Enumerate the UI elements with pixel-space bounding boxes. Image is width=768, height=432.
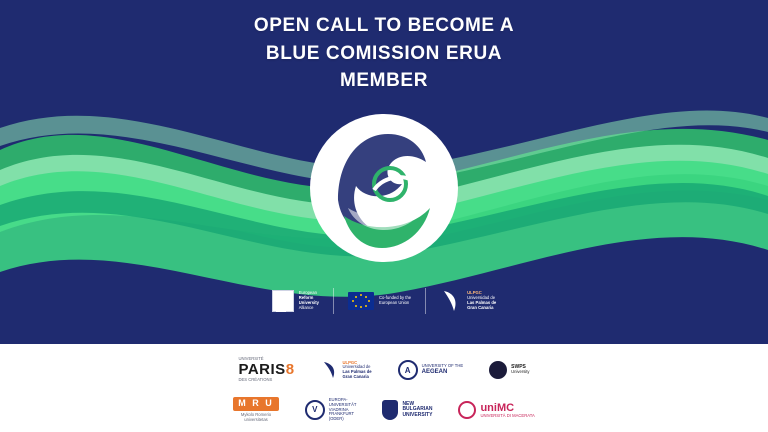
viadrina-line-4: FRANKFURT [328,411,355,417]
swps-mark-icon [489,361,507,379]
university-of-the-aegean-logo [398,360,464,380]
page-title [0,12,768,95]
era-line-1: European [298,290,317,296]
unimc-sub: UNIVERSITÀ DI MACERATA [480,412,535,418]
ulpgc-partner-logo [321,360,372,380]
nbu-shield-icon [382,400,398,420]
new-bulgarian-university-logo [382,400,432,420]
swps-line-2: University [511,369,530,375]
viadrina-line-2: UNIVERSITÄT [328,402,357,408]
ulpgc-mark-icon [321,360,339,380]
divider [425,288,426,314]
nbu-line-2: BULGARIAN [402,406,433,413]
era-line-4: Alliance [298,304,314,310]
aegean-line-2: AEGEAN [421,369,448,375]
ulpgc-p-line-1: ULPGC [342,359,358,365]
paris8-main-text: PARIS [238,360,286,378]
paris8-sub: DES CRÉATIONS [238,377,273,383]
headline-line-1: OPEN CALL TO BECOME A [253,15,515,36]
viadrina-line-1: EUROPA- [328,397,348,403]
aegean-line-1: UNIVERSITY OF THE [421,363,464,369]
blue-commission-emblem [304,108,464,268]
nbu-line-1: NEW [402,400,415,407]
partner-row-2 [0,390,768,430]
eu-line-2: European Union [379,300,410,305]
era-mark-icon [272,290,294,312]
swps-line-1: SWPS [511,363,526,370]
era-line-2: Reform [298,295,314,301]
universite-paris-8-logo [238,357,294,383]
unimc-logo [458,401,534,419]
ulpgc-line-2: Universidad de [467,295,496,301]
unimc-main: uniMC [480,401,515,414]
era-line-3: University [298,300,319,305]
funder-logo-strip [0,288,768,314]
mykolo-romerio-universitetas-logo [233,397,279,422]
mru-line-1: Mykolo Romerio [240,412,272,418]
partner-row-1 [0,350,768,390]
divider [333,288,334,314]
paris8-main [238,362,294,379]
ulpgc-logo [440,289,496,313]
mru-line-2: universitetas [244,416,268,422]
ulpgc-p-line-4: Gran Canaria [342,373,369,379]
ulpgc-mark-icon [440,289,462,313]
eu-cofunded-logo [348,292,411,310]
ulpgc-line-4: Gran Canaria [467,304,494,310]
paris8-accent: 8 [285,360,295,378]
swps-university-logo [489,361,529,379]
nbu-line-3: UNIVERSITY [402,411,433,418]
european-university-viadrina-logo [305,398,357,421]
headline-line-3: MEMBER [339,70,429,92]
partner-logo-band [0,344,768,432]
ulpgc-line-3: Las Palmas de [467,300,497,305]
viadrina-line-3: VIADRINA [328,406,349,412]
eu-flag-icon [348,292,374,310]
mru-badge: M R U [233,397,279,411]
unimc-mark-icon [458,401,476,419]
viadrina-line-5: (ODER) [328,415,344,421]
headline-line-2: BLUE COMISSION ERUA [265,42,503,64]
eu-line-1: Co-funded by the [379,295,412,301]
ulpgc-p-line-3: Las Palmas de [342,369,372,374]
paris8-top: UNIVERSITÉ [238,356,264,362]
european-reform-university-alliance-logo [272,290,319,312]
viadrina-mark-icon: V [305,400,325,420]
ulpgc-line-1: ULPGC [467,290,482,296]
aegean-mark-icon: A [398,360,418,380]
ulpgc-p-line-2: Universidad de [342,364,371,370]
